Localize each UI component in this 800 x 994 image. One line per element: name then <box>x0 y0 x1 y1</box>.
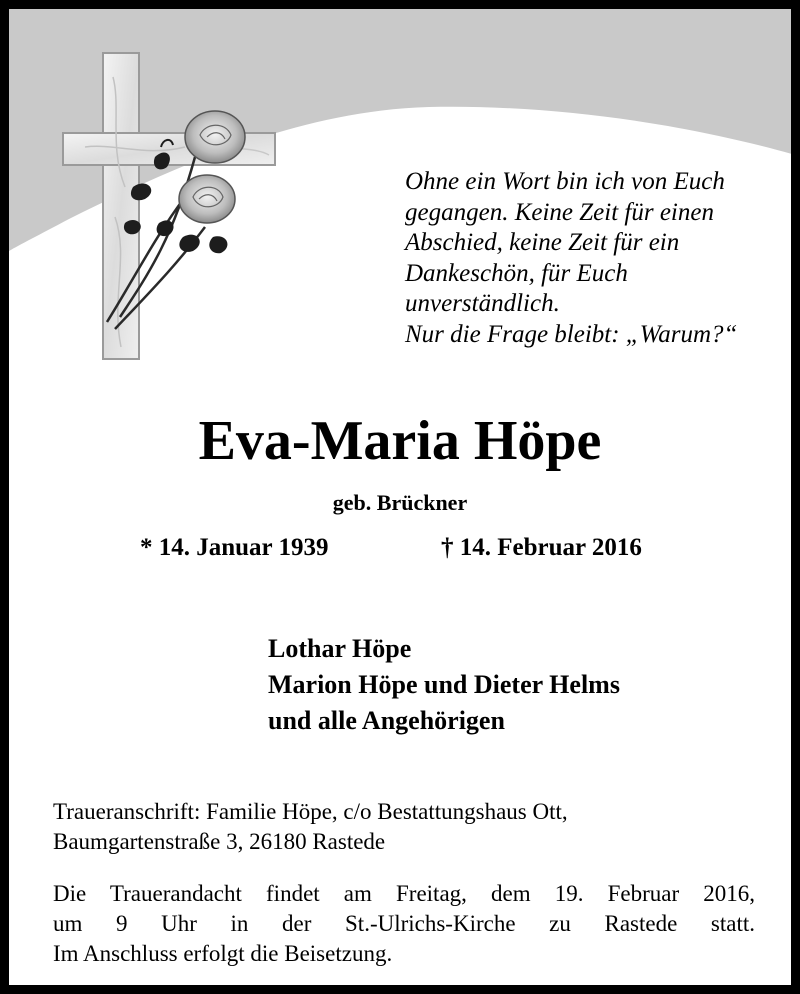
poem-line: Nur die Frage bleibt: „Warum?“ <box>405 320 738 348</box>
mourner: und alle Angehörigen <box>268 706 505 735</box>
poem-line: Dankeschön, für Euch <box>405 259 628 287</box>
deceased-name: Eva-Maria Höpe <box>198 410 602 472</box>
poem-line: gegangen. Keine Zeit für einen <box>405 198 714 226</box>
service-info <box>53 879 755 969</box>
service-line: Im Anschluss erfolgt die Beisetzung. <box>53 941 393 966</box>
mourners-list <box>268 631 620 739</box>
birth-date: * 14. Januar 1939 <box>140 534 329 561</box>
mourner: Marion Höpe und Dieter Helms <box>268 670 620 699</box>
poem <box>405 167 785 350</box>
service-line: um 9 Uhr in der St.-Ulrichs-Kirche zu Rastede statt. <box>53 911 755 936</box>
mourner: Lothar Höpe <box>268 634 412 663</box>
cross-with-roses-icon <box>55 47 285 367</box>
address-line: Baumgartenstraße 3, 26180 Rastede <box>53 829 386 854</box>
death-date: † 14. Februar 2016 <box>441 534 642 561</box>
poem-line: Abschied, keine Zeit für ein <box>405 229 680 256</box>
maiden-name: geb. Brückner <box>332 490 468 515</box>
address-line: Traueranschrift: Familie Höpe, c/o Bestattungshaus Ott, <box>53 799 568 824</box>
service-line: Die Trauerandacht findet am Freitag, dem 19. Februar 2016, <box>53 881 755 906</box>
cross-icon <box>63 53 275 359</box>
mourning-address <box>53 797 773 857</box>
poem-line: Ohne ein Wort bin ich von Euch <box>405 168 725 195</box>
poem-line: unverständlich. <box>405 290 560 317</box>
